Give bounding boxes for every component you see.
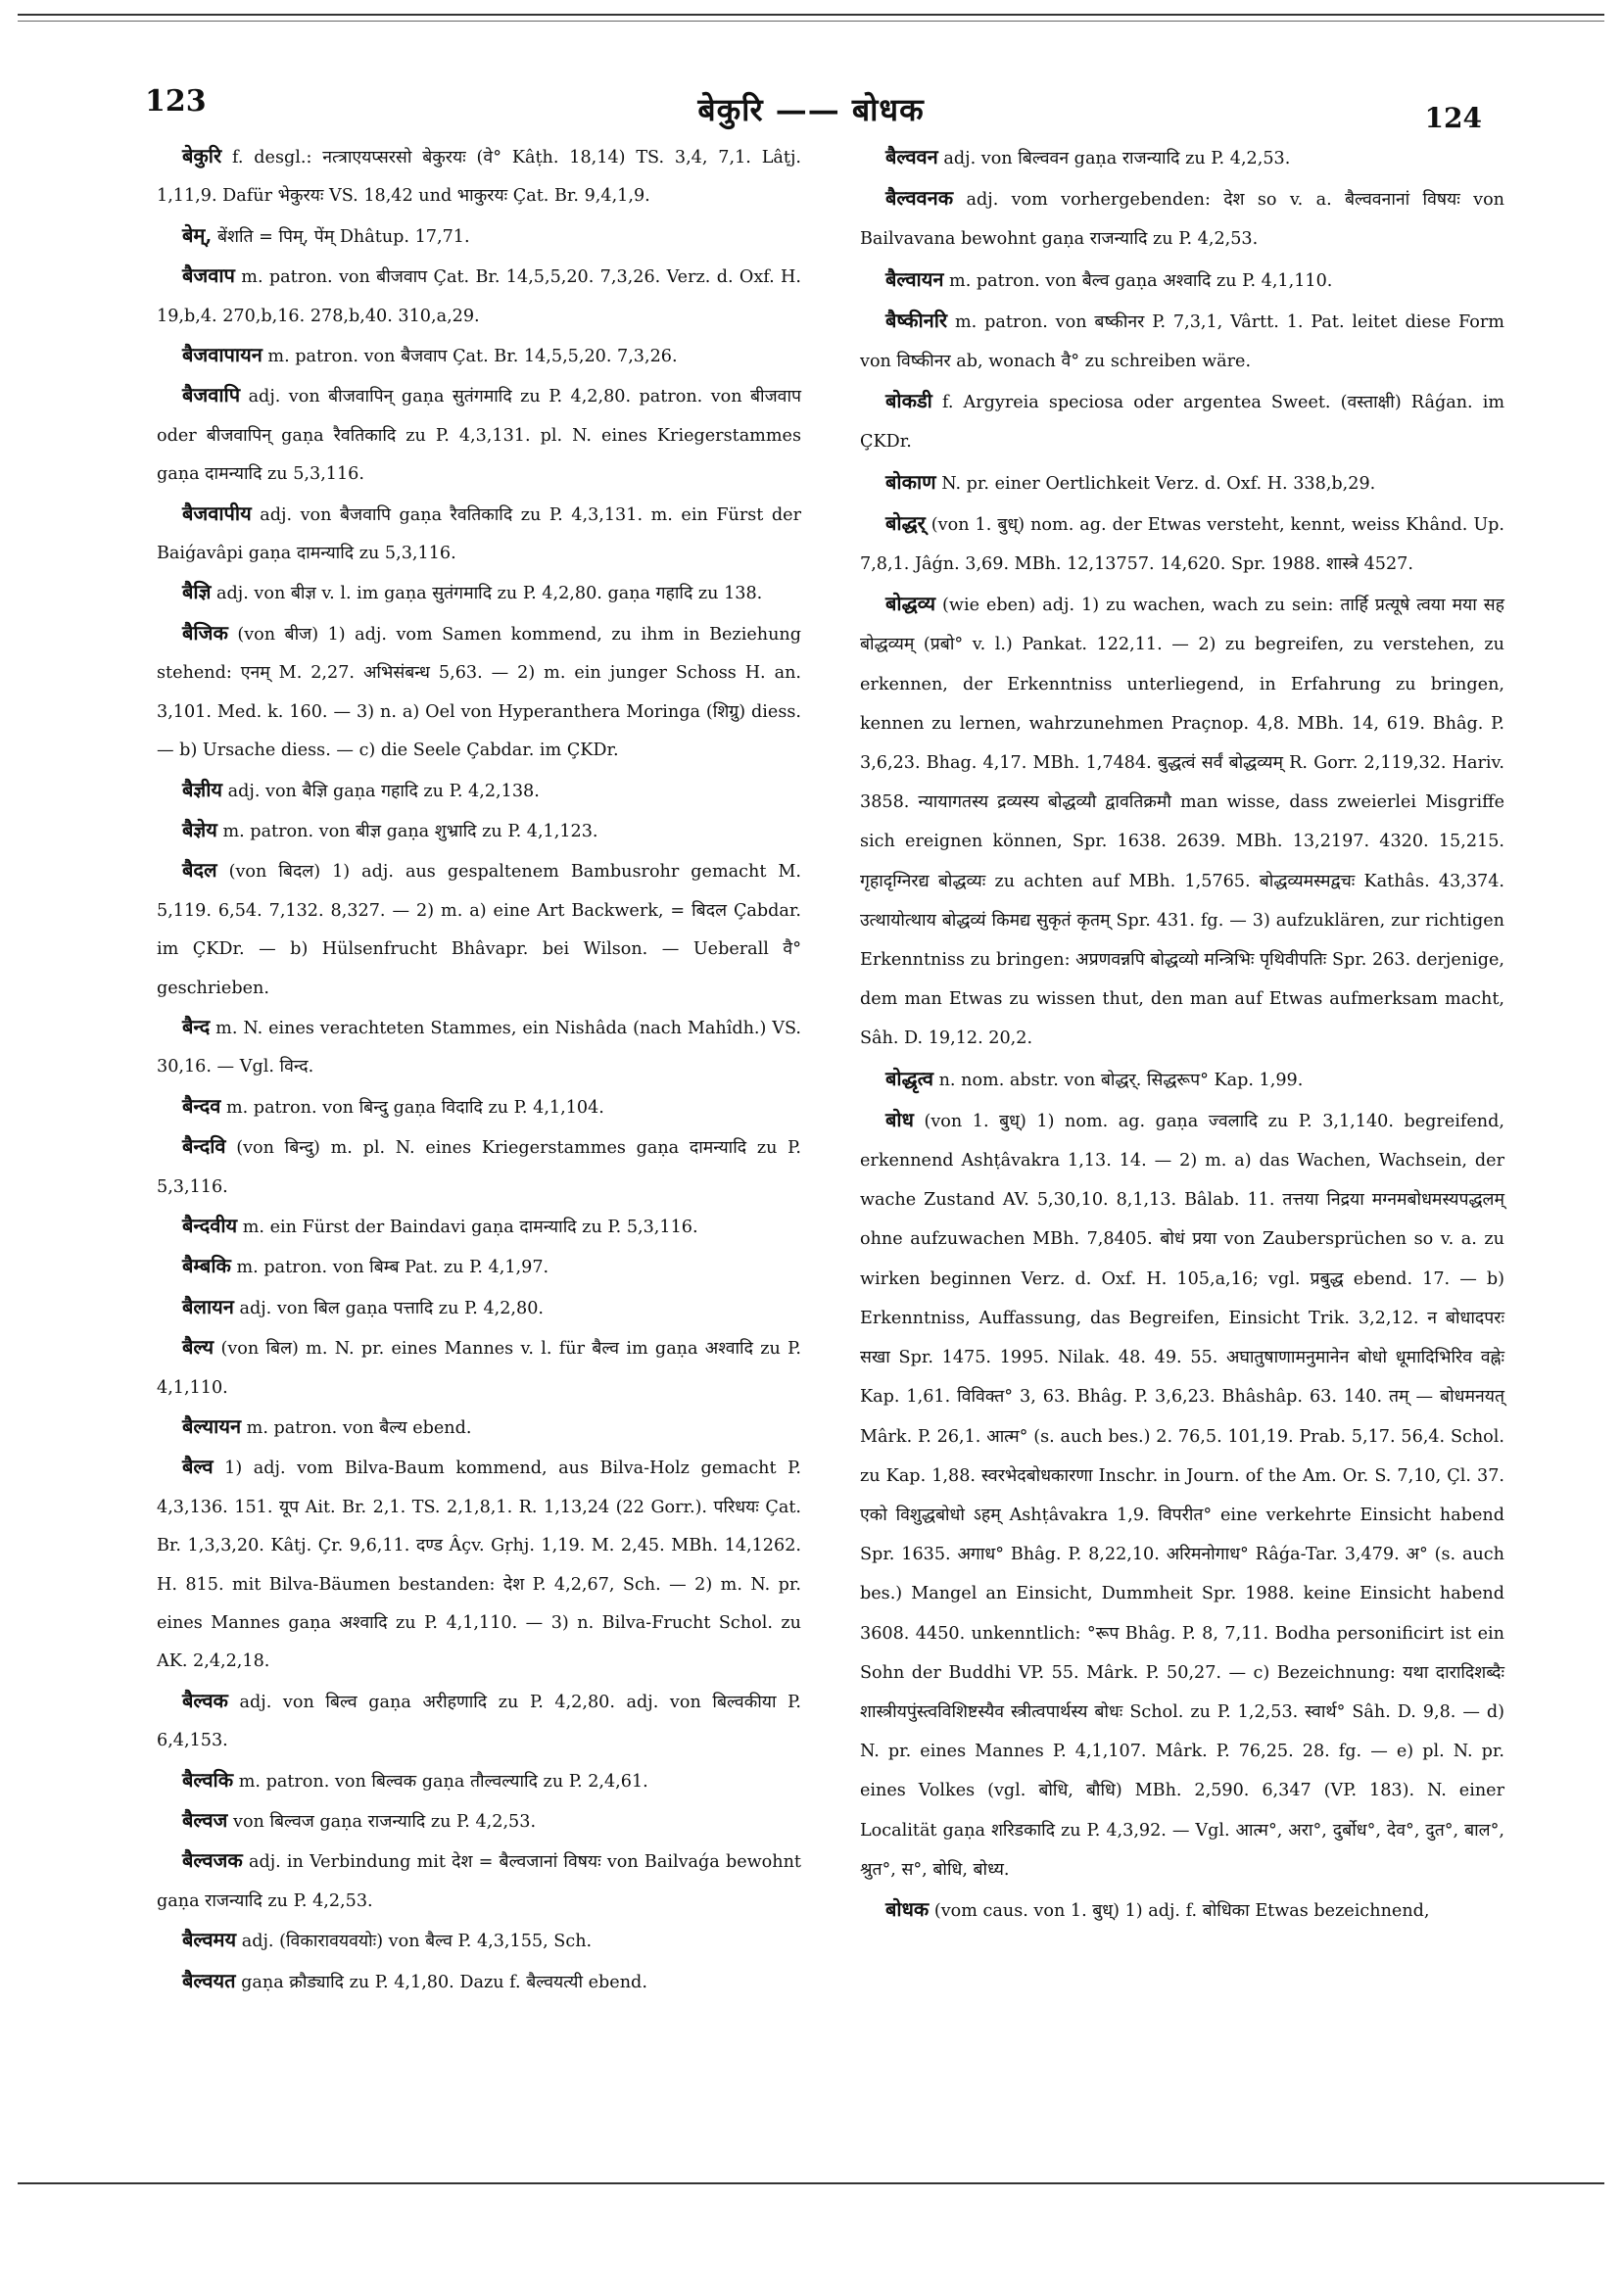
dictionary-entry	[157, 1328, 801, 1408]
headword: बैलायन	[182, 1294, 234, 1318]
dictionary-entry	[157, 1962, 801, 2002]
dictionary-entry	[157, 1288, 801, 1328]
bottom-rule	[18, 2182, 1604, 2184]
dictionary-entry	[157, 1008, 801, 1087]
left-column	[157, 137, 801, 2002]
entry-text: n. nom. abstr. von बोद्धर्. सिद्धरूप° Kap. 1,99.	[938, 1070, 1304, 1090]
headword: बोधक	[885, 1896, 930, 1921]
dictionary-entry	[860, 584, 1504, 1058]
headword: बैम्बकि	[182, 1254, 231, 1278]
dictionary-entry	[157, 1408, 801, 1448]
entry-text: (von 1. बुध्) 1) nom. ag. gaṇa ज्वलादि zu P. 3,1,140. begreifend, erkennend Ashṭâvakra 1,13. 14. — 2) m. a) das Wachen, Wachsein, der wache Zustand AV. 5,30,10. 8,1,13. Bâlab. 11. तत्तया निद्रया मग्नमबोधमस्यपद्धलम् ohne aufzuwachen MBh. 7,8405. बोधं प्रया von Zaubersprüchen so v. a. zu wirken beginnen Verz. d. Oxf. H. 105,a,16; vgl. प्रबुद्ध ebend. 17. — b) Erkenntniss, Auffassung, das Begreifen, Einsicht Trik. 3,2,12. न बोधादपरः सखा Spr. 1475. 1995. Nilak. 48. 49. 55. अघातुषाणामनुमानेन बोधो धूमादिभिरिव वह्नेः Kap. 1,61. विविक्त° 3, 63. Bhâg. P. 3,6,23. Bhâshâp. 63. 140. तम् — बोधमनयत् Mârk. P. 26,1. आत्म° (s. auch bes.) 2. 76,5. 101,19. Prab. 5,17. 56,4. Schol. zu Kap. 1,88. स्वरभेदबोधकारणा Inschr. in Journ. of the Am. Or. S. 7,10, Çl. 37. एको विशुद्धबोधो ऽहम् Ashṭâvakra 1,9. विपरीत° eine verkehrte Einsicht habend Spr. 1635. अगाध° Bhâg. P. 8,22,10. अरिमनोगाध° Râǵa-Tar. 3,479. अ° (s. auch bes.) Mangel an Einsicht, Dummheit Spr. 1988. keine Einsicht habend 3608. 4450. unkenntlich: °रूप Bhâg. P. 8, 7,11. Bodha personificirt ist ein Sohn der Buddhi VP. 55. Mârk. P. 50,27. — c) Bezeichnung: यथा दारादिशब्दैः शास्त्रीयपुंस्त्वविशिष्टस्यैव स्त्रीत्वपार्थस्य बोधः Schol. zu P. 1,2,53. स्वार्थ° Sâh. D. 9,8. — d) N. pr. eines Mannes P. 4,1,107. Mârk. P. 76,25. 28. fg. — e) pl. N. pr. eines Volkes (vgl. बोधि, बौधि) MBh. 2,590. 6,347 (VP. 183). N. einer Localität gaṇa शरिडकादि zu P. 4,3,92. — Vgl. आत्म°, अरा°, दुर्बोध°, देव°, दुत°, बाल°, श्रुत°, स°, बोधि, बोध्य.	[860, 1111, 1504, 1880]
entry-text: adj. (विकारावयवयोः) von बैल्व P. 4,3,155, Sch.	[241, 1932, 593, 1952]
headword: बैल्वज	[182, 1808, 228, 1833]
headword: बैल्वक	[182, 1688, 228, 1712]
headword: बैन्द	[182, 1014, 211, 1038]
headword: बैल्व	[182, 1455, 214, 1479]
dictionary-entry	[860, 301, 1504, 381]
entry-text: N. pr. einer Oertlichkeit Verz. d. Oxf. H. 338,b,29.	[941, 473, 1376, 494]
entry-text: (von बीज) 1) adj. vom Samen kommend, zu ihm in Beziehung stehend: एनम् M. 2,27. अभिसंबन्ध 5,63. — 2) m. ein junger Schoss H. an. 3,101. Med. k. 160. — 3) n. a) Oel von Hyperanthera Moringa (शिग्रु) diess. — b) Ursache diess. — c) die Seele Çabdar. im ÇKDr.	[157, 624, 801, 761]
dictionary-entry	[860, 260, 1504, 301]
entry-text: adj. von बीज्ञ v. l. im gaṇa सुतंगमादि zu P. 4,2,80. gaṇa गहादि zu 138.	[216, 584, 763, 604]
entry-text: (wie eben) adj. 1) zu wachen, wach zu sein: तार्हि प्रत्यूषे त्वया मया सह बोद्धव्यम् (प्रबो° v. l.) Pankat. 122,11. — 2) zu begreifen, zu verstehen, zu erkennen, der Erkenntniss unterliegend, in Erfahrung zu bringen, kennen zu lernen, wahrzunehmen Praçnop. 4,8. MBh. 14, 619. Bhâg. P. 3,6,23. Bhag. 4,17. MBh. 1,7484. बुद्धत्वं सर्वं बोद्धव्यम् R. Gorr. 2,119,32. Hariv. 3858. न्यायागतस्य द्रव्यस्य बोद्धव्यौ द्वावतिक्रमौ man wisse, dass zweierlei Misgriffe sich ereignen können, Spr. 1638. 2639. MBh. 13,2197. 4320. 15,215. गृहादृग्निरद्य बोद्धव्यः zu achten auf MBh. 1,5765. बोद्धव्यमस्मद्वचः Kathâs. 43,374. उत्थायोत्थाय बोद्धव्यं किमद्य सुकृतं कृतम् Spr. 431. fg. — 3) aufzuklären, zur richtigen Erkenntniss zu bringen: अप्रणवन्नपि बोद्धव्यो मन्त्रिभिः पृथिवीपतिः Spr. 263. derjenige, dem man Etwas zu wissen thut, den man auf Etwas aufmerksam macht, Sâh. D. 19,12. 20,2.	[860, 596, 1505, 1049]
headword: बैजवापीय	[182, 501, 252, 525]
entry-text: m. patron. von बिल्वक gaṇa तौल्वल्यादि zu P. 2,4,61.	[238, 1771, 648, 1792]
dictionary-entry	[157, 137, 801, 216]
entry-text: (vom caus. von 1. बुध्) 1) adj. f. बोधिका Etwas bezeichnend,	[933, 1900, 1430, 1921]
dictionary-entry	[157, 1448, 801, 1681]
headword: बैजवापायन	[182, 343, 262, 367]
dictionary-entry	[157, 771, 801, 811]
dictionary-entry	[157, 376, 801, 494]
entry-text: m. patron. von बीज्ञ gaṇa शुभ्रादि zu P. 4,1,123.	[222, 821, 598, 841]
headword: बोद्धृत्व	[885, 1066, 933, 1090]
dictionary-entry	[860, 178, 1504, 259]
headword: बैल्वायन	[885, 266, 944, 291]
entry-text: (von बिल) m. N. pr. eines Mannes v. l. für बैल्व im gaṇa अश्वादि zu P. 4,1,110.	[157, 1339, 801, 1398]
headword: बैजवापि	[182, 383, 241, 407]
headword: बैल्वकि	[182, 1767, 234, 1792]
headword: बेम्,	[182, 222, 213, 247]
entry-text: adj. in Verbindung mit देश = बैल्वजानां विषयः von Bailvaǵa bewohnt gaṇa राजन्यादि zu P. 4,2,53.	[157, 1852, 802, 1911]
dictionary-entry	[860, 381, 1504, 461]
entry-text: 1) adj. vom Bilva-Baum kommend, aus Bilva-Holz gemacht P. 4,3,136. 151. यूप Ait. Br. 2,1. TS. 2,1,8,1. R. 1,13,24 (22 Gorr.). परिधयः Çat. Br. 1,3,3,20. Kâtj. Çr. 9,6,11. दण्ड Âçv. Gṛhj. 1,19. M. 2,45. MBh. 14,1262. H. 815. mit Bilva-Bäumen bestanden: देश P. 4,2,67, Sch. — 2) m. N. pr. eines Mannes gaṇa अश्वादि zu P. 4,1,110. — 3) n. Bilva-Frucht Schol. zu AK. 2,4,2,18.	[157, 1459, 801, 1672]
dictionary-entry	[157, 614, 801, 771]
dictionary-entry	[860, 462, 1504, 503]
top-rule	[18, 14, 1604, 22]
dictionary-entry	[157, 1127, 801, 1207]
headword: बैल्ववनक	[885, 186, 954, 211]
dictionary-entry	[860, 1059, 1504, 1100]
headword: बैल्वजक	[182, 1848, 243, 1873]
headword: बोध	[885, 1107, 914, 1131]
entry-text: adj. von बैज्ञि gaṇa गहादि zu P. 4,2,138.	[227, 781, 540, 801]
headword: बैन्दवीय	[182, 1213, 238, 1237]
dictionary-entry	[157, 1801, 801, 1842]
dictionary-entry	[157, 336, 801, 376]
headword: बैदल	[182, 858, 217, 883]
headword: बैजिक	[182, 620, 228, 645]
dictionary-entry	[157, 257, 801, 336]
entry-text: m. patron. von बिम्ब Pat. zu P. 4,1,97.	[236, 1258, 549, 1278]
entry-text: gaṇa क्रौड्यादि zu P. 4,1,80. Dazu f. बैल्वयत्यी ebend.	[241, 1972, 647, 1992]
dictionary-entry	[860, 1100, 1504, 1889]
headword: बैज्ञीय	[182, 777, 223, 801]
dictionary-entry	[860, 503, 1504, 584]
dictionary-entry	[157, 1207, 801, 1247]
dictionary-entry	[157, 1247, 801, 1287]
headword: बैल्वयत	[182, 1968, 236, 1992]
entry-text: adj. von बीजवापिन् gaṇa सुतंगमादि zu P. 4,2,80. patron. von बीजवाप oder बीजवापिन् gaṇa रैवतिकादि zu P. 4,3,131. pl. N. eines Kriegerstammes gaṇa दामन्यादि zu 5,3,116.	[157, 387, 801, 485]
entry-text: f. Argyreia speciosa oder argentea Sweet. (वस्ताक्षी) Râǵan. im ÇKDr.	[860, 393, 1505, 453]
entry-text: f. desgl.: नत्त्राएयप्सरसो बेकुरयः (वे° Kâṭh. 18,14) TS. 3,4, 7,1. Lâṭj. 1,11,9. Dafür भेकुरयः VS. 18,42 und भाकुरयः Çat. Br. 9,4,1,9.	[157, 148, 801, 207]
headword: बैन्दव	[182, 1093, 221, 1118]
entry-text: adj. von बिल gaṇa पत्तादि zu P. 4,2,80.	[239, 1298, 545, 1318]
dictionary-entry	[157, 1842, 801, 1921]
entry-text: m. patron. von बैल्य ebend.	[246, 1418, 472, 1438]
headword: बैल्यायन	[182, 1414, 242, 1438]
entry-text: m. patron. von बैल्व gaṇa अश्वादि zu P. 4,1,110.	[949, 270, 1333, 291]
entry-text: (von बिन्दु) m. pl. N. eines Kriegerstammes gaṇa दामन्यादि zu P. 5,3,116.	[157, 1138, 801, 1197]
entry-text: m. N. eines verachteten Stammes, ein Nishâda (nach Mahîdh.) VS. 30,16. — Vgl. विन्द.	[157, 1018, 802, 1077]
page-number-right: 124	[1424, 102, 1482, 134]
dictionary-entry	[157, 216, 801, 257]
page-number-left: 123	[145, 84, 207, 119]
headword: बैल्वमय	[182, 1928, 237, 1952]
dictionary-entry	[157, 1761, 801, 1801]
entry-text: m. patron. von बीजवाप Çat. Br. 14,5,5,20. 7,3,26. Verz. d. Oxf. H. 19,b,4. 270,b,16. 278,b,40. 310,a,29.	[157, 267, 801, 326]
headword: बोकाण	[885, 469, 936, 494]
headword: बैज्ञेय	[182, 817, 217, 841]
headword: बोद्धव्य	[885, 592, 936, 616]
headword: बैज्ञि	[182, 580, 212, 604]
headword: बोद्धर्	[885, 510, 926, 535]
entry-text: m. patron. von बिन्दु gaṇa विदादि zu P. 4,1,104.	[225, 1097, 604, 1118]
dictionary-entry	[860, 137, 1504, 178]
headword: बैल्य	[182, 1335, 215, 1360]
dictionary-entry	[157, 1087, 801, 1127]
entry-text: बेंशति = पिम्, पेंम् Dhâtup. 17,71.	[216, 226, 470, 247]
headword: बैष्कीनरि	[885, 308, 948, 332]
headword: बैल्ववन	[885, 145, 938, 168]
entry-text: (von बिदल) 1) adj. aus gespaltenem Bambusrohr gemacht M. 5,119. 6,54. 7,132. 8,327. — 2) m. a) eine Art Backwerk, = बिदल Çabdar. im ÇKDr. — b) Hülsenfrucht Bhâvapr. bei Wilson. — Ueberall वै° geschrieben.	[157, 862, 802, 998]
headword: बैजवाप	[182, 263, 235, 288]
dictionary-entry	[860, 1889, 1504, 1931]
dictionary-entry	[157, 851, 801, 1008]
entry-text: m. patron. von बैजवाप Çat. Br. 14,5,5,20. 7,3,26.	[267, 347, 678, 367]
running-header: बेकुरि —— बोधक	[697, 91, 925, 128]
entry-text: adj. von बिल्ववन gaṇa राजन्यादि zu P. 4,2,53.	[943, 149, 1291, 168]
entry-text: adj. von बिल्व gaṇa अरीहणादि zu P. 4,2,80. adj. von बिल्वकीया P. 6,4,153.	[157, 1692, 801, 1751]
headword: बैन्दवि	[182, 1134, 226, 1159]
dictionary-entry	[157, 1921, 801, 1961]
dictionary-entry	[157, 1682, 801, 1761]
entry-text: von बिल्वज gaṇa राजन्यादि zu P. 4,2,53.	[233, 1812, 537, 1833]
headword: बेकुरि	[182, 144, 222, 167]
dictionary-entry	[157, 495, 801, 574]
dictionary-entry	[157, 573, 801, 613]
dictionary-entry	[157, 811, 801, 851]
entry-text: (von 1. बुध्) nom. ag. der Etwas versteht, kennt, weiss Khând. Up. 7,8,1. Jâǵn. 3,69. MBh. 12,13757. 14,620. Spr. 1988. शास्त्रे 4527.	[860, 514, 1504, 575]
headword: बोकडी	[885, 389, 932, 413]
right-column	[860, 137, 1504, 1931]
entry-text: m. ein Fürst der Baindavi gaṇa दामन्यादि zu P. 5,3,116.	[242, 1217, 698, 1237]
entry-text: adj. von बैजवापि gaṇa रैवतिकादि zu P. 4,3,131. m. ein Fürst der Baiǵavâpi gaṇa दामन्यादि zu 5,3,116.	[157, 504, 801, 564]
entry-text: adj. vom vorhergebenden: देश so v. a. बैल्ववनानां विषयः von Bailvavana bewohnt gaṇa राजन्यादि zu P. 4,2,53.	[860, 190, 1505, 250]
entry-text: m. patron. von बष्कीनर P. 7,3,1, Vârtt. 1. Pat. leitet diese Form von विष्कीनर ab, wonach वै° zu schreiben wäre.	[860, 311, 1504, 372]
